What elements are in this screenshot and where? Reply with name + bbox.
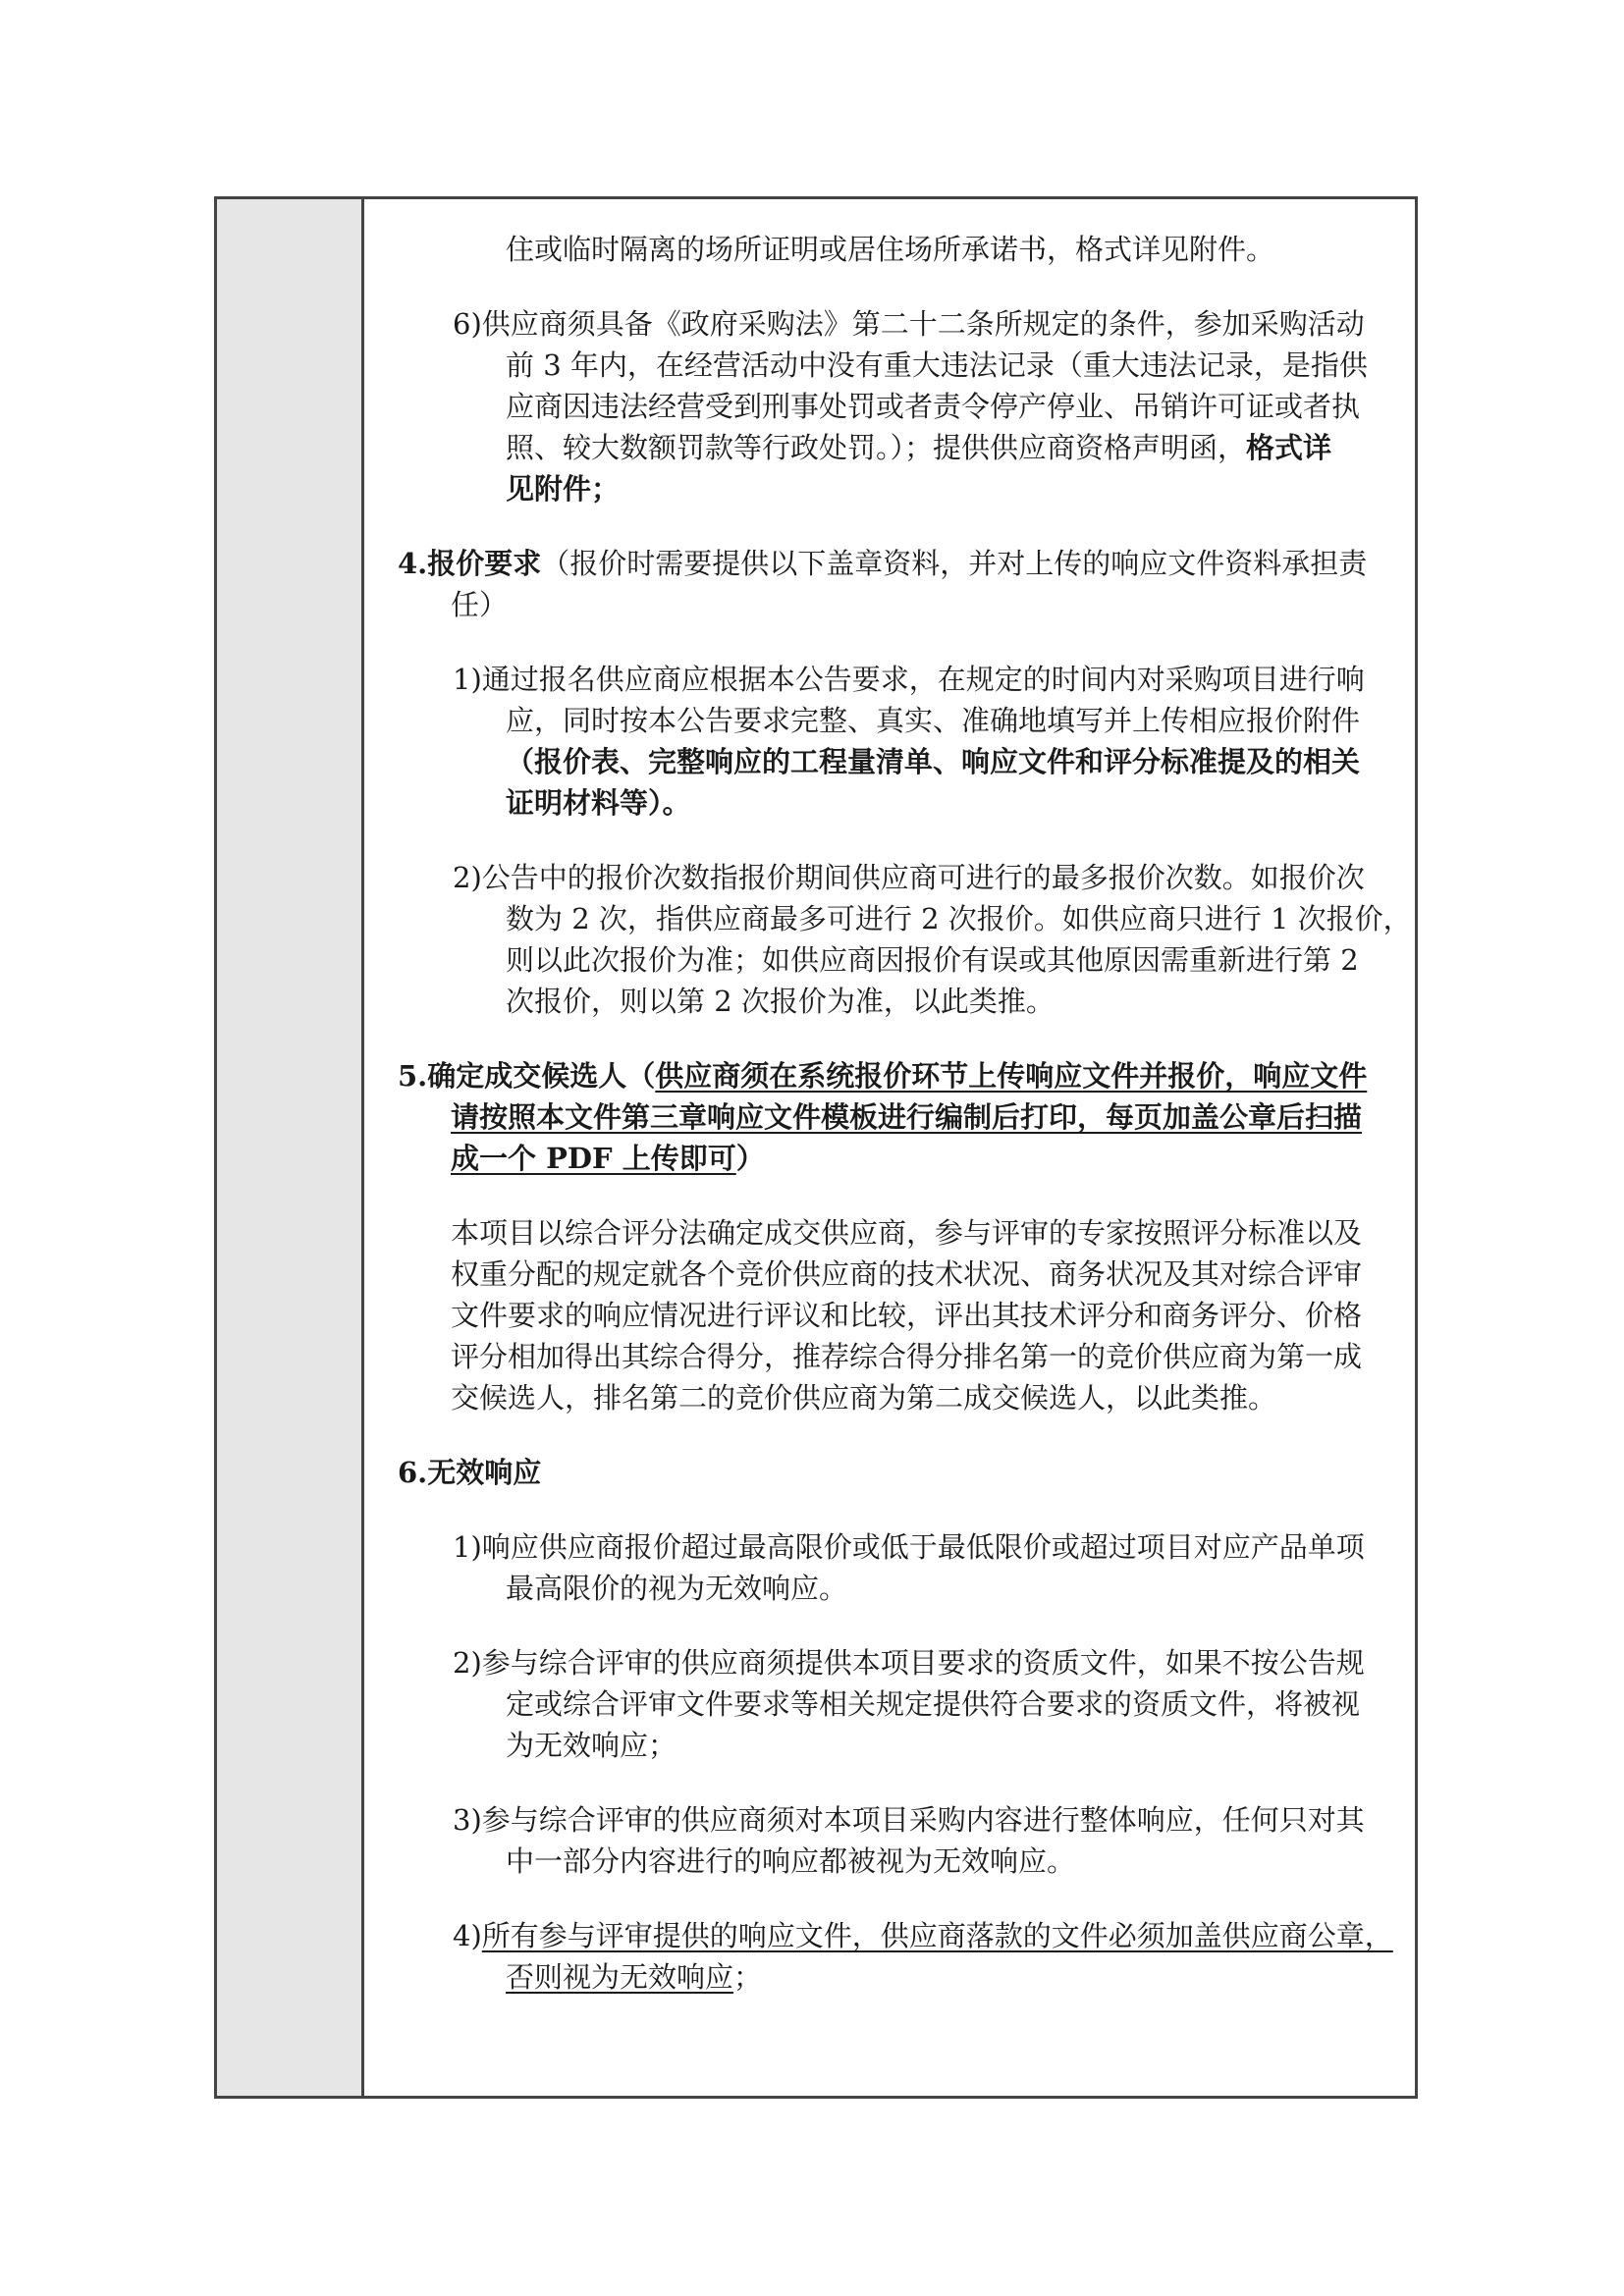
sec6-p4-line-2 <box>506 1954 762 2000</box>
item6-line-2: 前 3 年内，在经营活动中没有重大违法记录（重大违法记录，是指供 <box>506 348 1368 382</box>
sec6-p2-line-2: 定或综合评审文件要求等相关规定提供符合要求的资质文件，将被视 <box>506 1687 1361 1721</box>
sec6-p4-line-2-end: ； <box>733 1960 763 1994</box>
sec6-p4-line-2-underlined: 否则视为无效响应 <box>506 1960 734 1994</box>
sec6-p4-line-1 <box>453 1913 1393 1958</box>
sec4-p1-line-1: 1)通过报名供应商应根据本公告要求，在规定的时间内对采购项目进行响 <box>453 663 1365 696</box>
sec5-body-line-1: 本项目以综合评分法确定成交供应商，参与评审的专家按照评分标准以及 <box>451 1216 1363 1250</box>
sec6-p3-line-2: 中一部分内容进行的响应都被视为无效响应。 <box>506 1844 1076 1878</box>
sec6-p3-line-1: 3)参与综合评审的供应商须对本项目采购内容进行整体响应，任何只对其 <box>453 1803 1365 1837</box>
sec6-heading: 6.无效响应 <box>398 1456 542 1489</box>
sec6-p4-number: 4) <box>453 1919 482 1952</box>
sec5-body-line-5: 交候选人，排名第二的竞价供应商为第二成交候选人，以此类推。 <box>451 1381 1277 1415</box>
sec4-heading <box>398 541 1367 586</box>
sec5-heading-line-3 <box>451 1136 765 1181</box>
sec4-p2-line-1: 2)公告中的报价次数指报价期间供应商可进行的最多报价次数。如报价次 <box>453 861 1365 894</box>
sec5-heading-underlined: 供应商须在系统报价环节上传响应文件并报价，响应文件 <box>655 1059 1368 1093</box>
document-table <box>214 196 1418 2099</box>
sec5-body-line-3: 文件要求的响应情况进行评议和比较，评出其技术评分和商务评分、价格 <box>451 1299 1363 1332</box>
item6-line-3: 应商因违法经营受到刑事处罚或者责令停产停业、吊销许可证或者执 <box>506 390 1361 423</box>
sec4-p1-line-3: （报价表、完整响应的工程量清单、响应文件和评分标准提及的相关 <box>506 745 1361 778</box>
item6-line-5: 见附件； <box>506 472 621 506</box>
sec5-heading <box>398 1053 1367 1098</box>
sec4-p2-line-4: 次报价，则以第 2 次报价为准，以此类推。 <box>506 985 1055 1018</box>
sec5-body-line-2: 权重分配的规定就各个竞价供应商的技术状况、商务状况及其对综合评审 <box>451 1257 1363 1291</box>
sec4-p1-line-2: 应，同时按本公告要求完整、真实、准确地填写并上传相应报价附件 <box>506 704 1361 737</box>
intro-line-1: 住或临时隔离的场所证明或居住场所承诺书，格式详见附件。 <box>506 233 1275 266</box>
sec5-heading-line-2: 请按照本文件第三章响应文件模板进行编制后打印，每页加盖公章后扫描 <box>451 1100 1363 1134</box>
sec4-heading-line-2: 任） <box>451 588 509 621</box>
sec4-p2-line-2: 数为 2 次，指供应商最多可进行 2 次报价。如供应商只进行 1 次报价， <box>506 902 1412 935</box>
sec4-p2-line-3: 则以此次报价为准；如供应商因报价有误或其他原因需重新进行第 2 <box>506 943 1359 977</box>
item6-line-4 <box>506 425 1331 470</box>
sec5-heading-line-3-end: ） <box>735 1142 765 1175</box>
table-left-column <box>217 199 364 2096</box>
item6-line-4-text: 照、较大数额罚款等行政处罚。）；提供供应商资格声明函， <box>506 431 1247 464</box>
sec6-p1-line-1: 1)响应供应商报价超过最高限价或低于最低限价或超过项目对应产品单项 <box>453 1530 1365 1564</box>
sec6-p2-line-1: 2)参与综合评审的供应商须提供本项目要求的资质文件，如果不按公告规 <box>453 1646 1365 1680</box>
sec4-heading-bold: 4.报价要求 <box>398 547 542 580</box>
sec5-heading-start: 5.确定成交候选人（ <box>398 1059 656 1093</box>
sec6-p4-line-1-underlined: 所有参与评审提供的响应文件，供应商落款的文件必须加盖供应商公章， <box>481 1919 1393 1952</box>
sec5-heading-line-3-underlined: 成一个 PDF 上传即可 <box>451 1142 736 1175</box>
item6-line-4-bold: 格式详 <box>1246 431 1332 464</box>
sec5-body-line-4: 评分相加得出其综合得分，推荐综合得分排名第一的竞价供应商为第一成 <box>451 1340 1363 1373</box>
sec6-p1-line-2: 最高限价的视为无效响应。 <box>506 1572 848 1605</box>
sec4-heading-rest: （报价时需要提供以下盖章资料，并对上传的响应文件资料承担责 <box>541 547 1368 580</box>
table-content-cell <box>364 199 1415 2096</box>
sec6-p2-line-3: 为无效响应； <box>506 1729 677 1762</box>
sec4-p1-line-4: 证明材料等）。 <box>506 786 691 820</box>
item6-line-1: 6)供应商须具备《政府采购法》第二十二条所规定的条件，参加采购活动 <box>453 307 1365 341</box>
